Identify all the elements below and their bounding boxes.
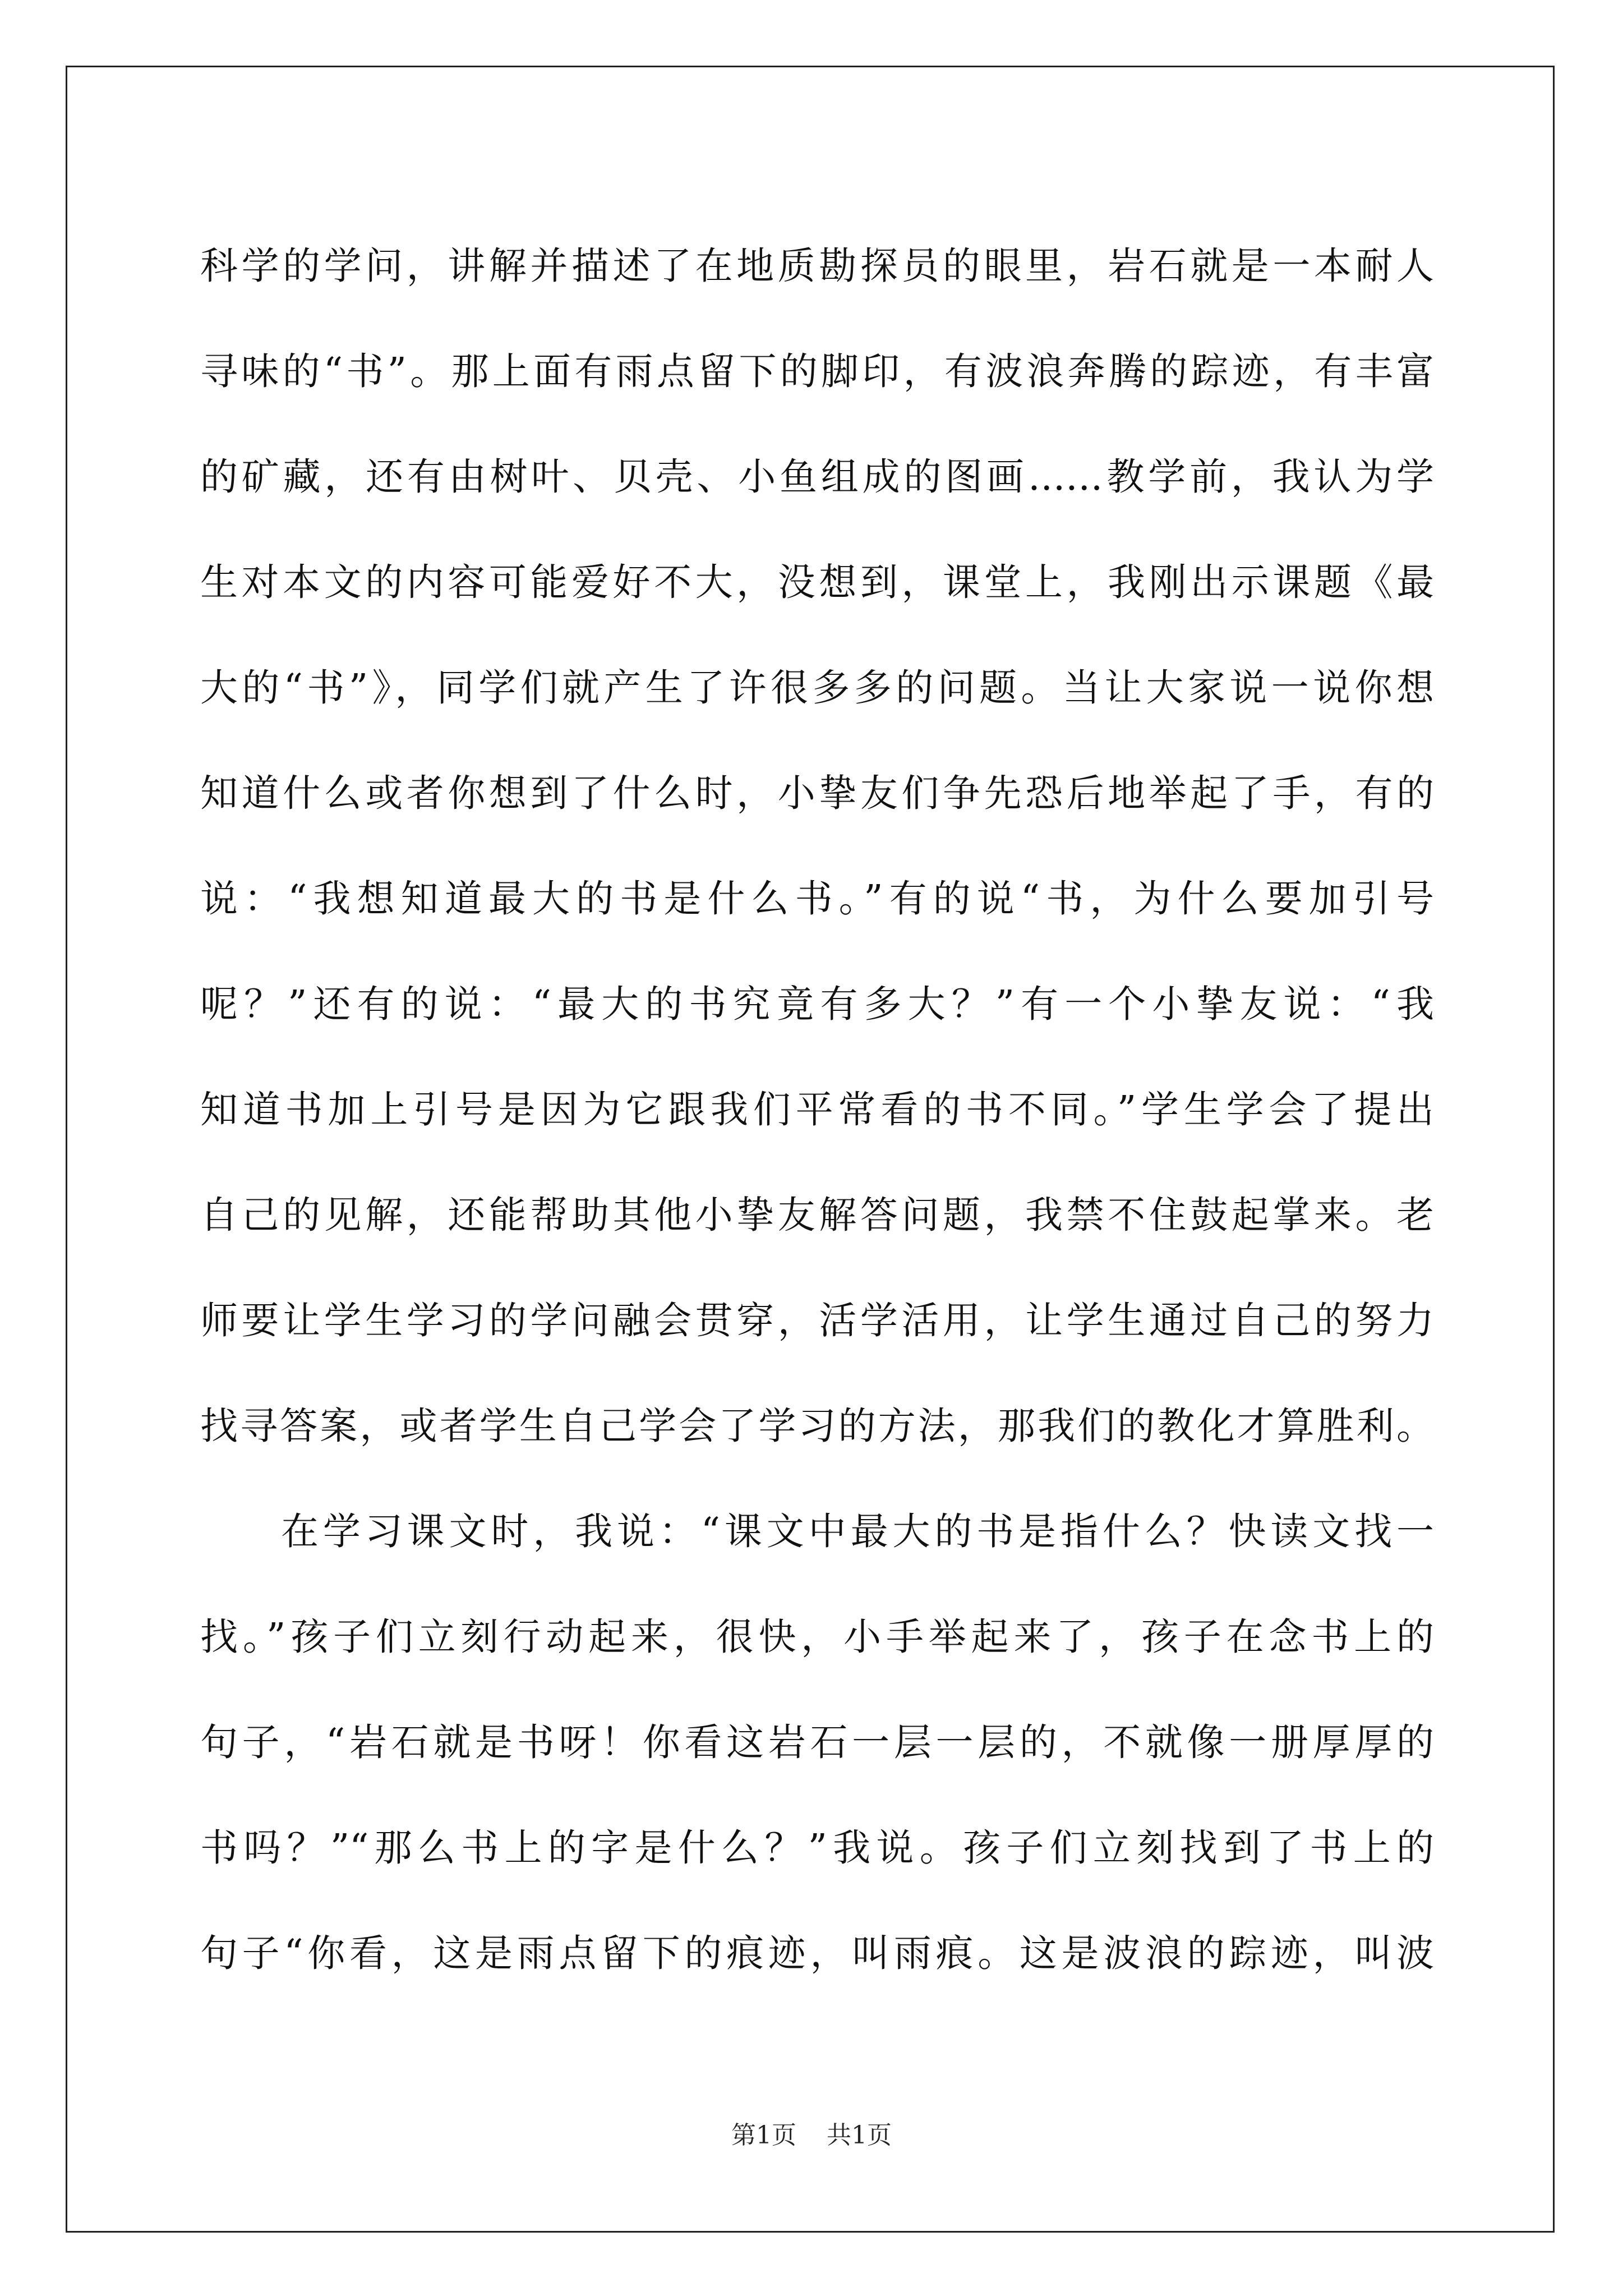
paragraph-1	[200, 213, 1434, 1479]
text-line: 句子，“岩石就是书呀！你看这岩石一层一层的，不就像一册厚厚的	[200, 1720, 1434, 1764]
text-line: 大的“书”》，同学们就产生了许很多多的问题。当让大家说一说你想	[200, 666, 1434, 710]
text-line: 找寻答案，或者学生自己学会了学习的方法，那我们的教化才算胜利。	[200, 1404, 1434, 1448]
text-line: 师要让学生学习的学问融会贯穿，活学活用，让学生通过自己的努力	[200, 1299, 1434, 1342]
text-line: 自己的见解，还能帮助其他小挚友解答问题，我禁不住鼓起掌来。老	[200, 1193, 1434, 1237]
page-footer	[0, 2115, 1623, 2151]
page-number: 第1页	[731, 2121, 796, 2150]
text-line: 科学的学问，讲解并描述了在地质勘探员的眼里，岩石就是一本耐人	[200, 244, 1434, 288]
text-line: 知道什么或者你想到了什么时，小挚友们争先恐后地举起了手，有的	[200, 771, 1434, 815]
text-line: 句子“你看，这是雨点留下的痕迹，叫雨痕。这是波浪的踪迹，叫波	[200, 1931, 1434, 1975]
text-line: 说：“我想知道最大的书是什么书。”有的说“书，为什么要加引号	[200, 877, 1434, 921]
text-line: 呢？”还有的说：“最大的书究竟有多大？”有一个小挚友说：“我	[200, 982, 1434, 1026]
page-total: 共1页	[827, 2121, 892, 2150]
paragraph-2	[200, 1479, 1434, 2006]
text-line: 知道书加上引号是因为它跟我们平常看的书不同。”学生学会了提出	[200, 1088, 1434, 1131]
text-line: 寻味的“书”。那上面有雨点留下的脚印，有波浪奔腾的踪迹，有丰富	[200, 349, 1434, 393]
text-line: 书吗？”“那么书上的字是什么？”我说。孩子们立刻找到了书上的	[200, 1826, 1434, 1870]
text-line: 的矿藏，还有由树叶、贝壳、小鱼组成的图画……教学前，我认为学	[200, 455, 1434, 499]
text-line: 生对本文的内容可能爱好不大，没想到，课堂上，我刚出示课题《最	[200, 560, 1434, 604]
text-line: 在学习课文时，我说：“课文中最大的书是指什么？快读文找一	[281, 1510, 1434, 1553]
text-line: 找。”孩子们立刻行动起来，很快，小手举起来了，孩子在念书上的	[200, 1615, 1434, 1659]
document-body	[200, 213, 1434, 2006]
